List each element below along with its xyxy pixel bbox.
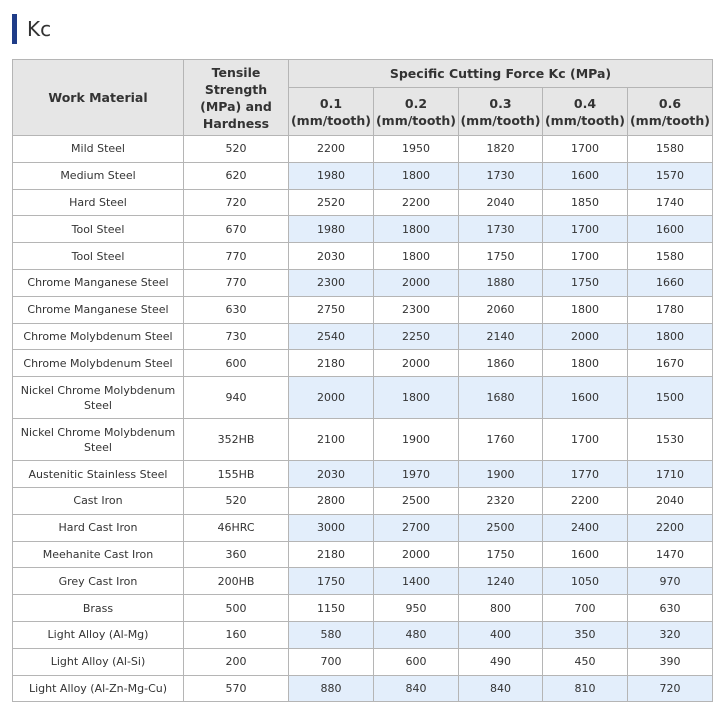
kc-value-cell: 840 — [374, 675, 459, 702]
work-material-cell: Meehanite Cast Iron — [13, 541, 184, 568]
kc-value-cell: 1860 — [459, 350, 543, 377]
tensile-strength-cell: 730 — [184, 323, 289, 350]
kc-value-cell: 1750 — [289, 568, 374, 595]
kc-value-cell: 1150 — [289, 595, 374, 622]
kc-value-cell: 970 — [628, 568, 713, 595]
header-feed-2 — [459, 88, 543, 136]
kc-value-cell: 1730 — [459, 162, 543, 189]
work-material-cell: Tool Steel — [13, 216, 184, 243]
kc-value-cell: 1400 — [374, 568, 459, 595]
kc-value-cell: 720 — [628, 675, 713, 702]
kc-value-cell: 2200 — [628, 514, 713, 541]
kc-value-cell: 1800 — [374, 216, 459, 243]
tensile-strength-cell: 940 — [184, 377, 289, 419]
kc-value-cell: 1530 — [628, 419, 713, 461]
kc-value-cell: 2000 — [543, 323, 628, 350]
kc-value-cell: 800 — [459, 595, 543, 622]
kc-table — [12, 59, 713, 702]
tensile-strength-cell: 360 — [184, 541, 289, 568]
header-feed-3 — [543, 88, 628, 136]
kc-value-cell: 1970 — [374, 461, 459, 488]
header-feed-0 — [289, 88, 374, 136]
work-material-cell: Austenitic Stainless Steel — [13, 461, 184, 488]
kc-value-cell: 1750 — [459, 243, 543, 270]
header-tensile-strength: Tensile Strength (MPa) and Hardness — [184, 60, 289, 136]
work-material-cell: Nickel Chrome Molybdenum Steel — [13, 377, 184, 419]
kc-value-cell: 2100 — [289, 419, 374, 461]
kc-value-cell: 2200 — [543, 487, 628, 514]
tensile-strength-cell: 600 — [184, 350, 289, 377]
kc-value-cell: 1240 — [459, 568, 543, 595]
work-material-cell: Light Alloy (Al-Si) — [13, 648, 184, 675]
kc-value-cell: 3000 — [289, 514, 374, 541]
table-row — [13, 621, 713, 648]
table-row — [13, 419, 713, 461]
table-row — [13, 323, 713, 350]
kc-value-cell: 1750 — [459, 541, 543, 568]
kc-value-cell: 2000 — [374, 269, 459, 296]
tensile-strength-cell: 500 — [184, 595, 289, 622]
kc-value-cell: 1660 — [628, 269, 713, 296]
table-row — [13, 595, 713, 622]
kc-value-cell: 2300 — [374, 296, 459, 323]
kc-value-cell: 600 — [374, 648, 459, 675]
kc-value-cell: 1700 — [543, 243, 628, 270]
kc-value-cell: 1770 — [543, 461, 628, 488]
kc-value-cell: 2180 — [289, 350, 374, 377]
tensile-strength-cell: 520 — [184, 487, 289, 514]
table-row — [13, 377, 713, 419]
table-row — [13, 216, 713, 243]
kc-value-cell: 1700 — [543, 419, 628, 461]
kc-value-cell: 1800 — [628, 323, 713, 350]
tensile-strength-cell: 352HB — [184, 419, 289, 461]
kc-value-cell: 450 — [543, 648, 628, 675]
table-row — [13, 648, 713, 675]
page-heading — [12, 14, 51, 44]
kc-value-cell: 1800 — [374, 377, 459, 419]
table-row — [13, 568, 713, 595]
kc-value-cell: 2540 — [289, 323, 374, 350]
work-material-cell: Chrome Molybdenum Steel — [13, 323, 184, 350]
tensile-strength-cell: 620 — [184, 162, 289, 189]
kc-value-cell: 1730 — [459, 216, 543, 243]
kc-value-cell: 880 — [289, 675, 374, 702]
kc-value-cell: 1800 — [543, 296, 628, 323]
kc-value-cell: 2320 — [459, 487, 543, 514]
work-material-cell: Nickel Chrome Molybdenum Steel — [13, 419, 184, 461]
work-material-cell: Light Alloy (Al-Zn-Mg-Cu) — [13, 675, 184, 702]
kc-value-cell: 630 — [628, 595, 713, 622]
kc-value-cell: 2000 — [374, 350, 459, 377]
tensile-strength-cell: 200 — [184, 648, 289, 675]
kc-value-cell: 840 — [459, 675, 543, 702]
tensile-strength-cell: 670 — [184, 216, 289, 243]
kc-value-cell: 1880 — [459, 269, 543, 296]
kc-value-cell: 1470 — [628, 541, 713, 568]
work-material-cell: Chrome Manganese Steel — [13, 269, 184, 296]
tensile-strength-cell: 160 — [184, 621, 289, 648]
kc-value-cell: 390 — [628, 648, 713, 675]
kc-value-cell: 2520 — [289, 189, 374, 216]
kc-value-cell: 1580 — [628, 243, 713, 270]
kc-value-cell: 700 — [543, 595, 628, 622]
kc-value-cell: 1680 — [459, 377, 543, 419]
tensile-strength-cell: 200HB — [184, 568, 289, 595]
kc-value-cell: 1760 — [459, 419, 543, 461]
feed-unit: (mm/tooth) — [290, 112, 372, 128]
work-material-cell: Hard Steel — [13, 189, 184, 216]
table-row — [13, 296, 713, 323]
feed-unit: (mm/tooth) — [460, 112, 541, 128]
work-material-cell: Chrome Molybdenum Steel — [13, 350, 184, 377]
kc-value-cell: 1600 — [543, 377, 628, 419]
kc-value-cell: 1980 — [289, 162, 374, 189]
kc-value-cell: 2500 — [374, 487, 459, 514]
feed-value: 0.2 — [404, 95, 428, 111]
kc-value-cell: 2040 — [628, 487, 713, 514]
table-row — [13, 487, 713, 514]
table-row — [13, 269, 713, 296]
tensile-strength-cell: 630 — [184, 296, 289, 323]
kc-value-cell: 1800 — [374, 162, 459, 189]
kc-value-cell: 2140 — [459, 323, 543, 350]
kc-value-cell: 490 — [459, 648, 543, 675]
header-feed-1 — [374, 88, 459, 136]
feed-value: 0.3 — [489, 95, 512, 111]
kc-value-cell: 1740 — [628, 189, 713, 216]
work-material-cell: Hard Cast Iron — [13, 514, 184, 541]
work-material-cell: Grey Cast Iron — [13, 568, 184, 595]
table-row — [13, 541, 713, 568]
header-feed-4 — [628, 88, 713, 136]
table-row — [13, 675, 713, 702]
kc-value-cell: 2400 — [543, 514, 628, 541]
kc-value-cell: 1570 — [628, 162, 713, 189]
kc-value-cell: 2200 — [374, 189, 459, 216]
table-row — [13, 243, 713, 270]
feed-unit: (mm/tooth) — [544, 112, 626, 128]
kc-value-cell: 2060 — [459, 296, 543, 323]
kc-value-cell: 1580 — [628, 136, 713, 163]
kc-value-cell: 350 — [543, 621, 628, 648]
work-material-cell: Chrome Manganese Steel — [13, 296, 184, 323]
kc-value-cell: 2000 — [289, 377, 374, 419]
kc-value-cell: 2800 — [289, 487, 374, 514]
kc-value-cell: 1700 — [543, 136, 628, 163]
kc-value-cell: 320 — [628, 621, 713, 648]
kc-table-body — [13, 136, 713, 702]
tensile-strength-cell: 570 — [184, 675, 289, 702]
kc-value-cell: 1600 — [543, 541, 628, 568]
kc-value-cell: 2000 — [374, 541, 459, 568]
kc-value-cell: 700 — [289, 648, 374, 675]
kc-value-cell: 1780 — [628, 296, 713, 323]
heading-accent-bar — [12, 14, 17, 44]
kc-value-cell: 1600 — [543, 162, 628, 189]
work-material-cell: Medium Steel — [13, 162, 184, 189]
kc-value-cell: 2300 — [289, 269, 374, 296]
work-material-cell: Tool Steel — [13, 243, 184, 270]
kc-value-cell: 2030 — [289, 461, 374, 488]
kc-value-cell: 1670 — [628, 350, 713, 377]
table-row — [13, 461, 713, 488]
kc-value-cell: 480 — [374, 621, 459, 648]
kc-value-cell: 1900 — [374, 419, 459, 461]
kc-value-cell: 2200 — [289, 136, 374, 163]
table-row — [13, 162, 713, 189]
kc-value-cell: 580 — [289, 621, 374, 648]
tensile-strength-cell: 46HRC — [184, 514, 289, 541]
kc-value-cell: 2250 — [374, 323, 459, 350]
kc-value-cell: 810 — [543, 675, 628, 702]
kc-value-cell: 1500 — [628, 377, 713, 419]
kc-value-cell: 2040 — [459, 189, 543, 216]
tensile-strength-cell: 155HB — [184, 461, 289, 488]
header-work-material: Work Material — [13, 60, 184, 136]
kc-value-cell: 1600 — [628, 216, 713, 243]
page-title: Kc — [27, 17, 52, 41]
table-row — [13, 514, 713, 541]
kc-value-cell: 2180 — [289, 541, 374, 568]
kc-value-cell: 950 — [374, 595, 459, 622]
work-material-cell: Light Alloy (Al-Mg) — [13, 621, 184, 648]
table-row — [13, 350, 713, 377]
feed-unit: (mm/tooth) — [629, 112, 711, 128]
kc-value-cell: 2030 — [289, 243, 374, 270]
work-material-cell: Mild Steel — [13, 136, 184, 163]
table-row — [13, 189, 713, 216]
feed-value: 0.6 — [658, 95, 682, 111]
kc-value-cell: 2500 — [459, 514, 543, 541]
tensile-strength-cell: 770 — [184, 243, 289, 270]
kc-value-cell: 1850 — [543, 189, 628, 216]
kc-value-cell: 1750 — [543, 269, 628, 296]
header-kc-group: Specific Cutting Force Kc (MPa) — [289, 60, 713, 88]
feed-unit: (mm/tooth) — [375, 112, 457, 128]
kc-value-cell: 1820 — [459, 136, 543, 163]
table-row — [13, 136, 713, 163]
tensile-strength-cell: 720 — [184, 189, 289, 216]
kc-value-cell: 1800 — [374, 243, 459, 270]
kc-value-cell: 1710 — [628, 461, 713, 488]
work-material-cell: Cast Iron — [13, 487, 184, 514]
feed-value: 0.1 — [319, 95, 343, 111]
kc-value-cell: 1950 — [374, 136, 459, 163]
work-material-cell: Brass — [13, 595, 184, 622]
kc-value-cell: 1900 — [459, 461, 543, 488]
kc-value-cell: 2750 — [289, 296, 374, 323]
tensile-strength-cell: 770 — [184, 269, 289, 296]
tensile-strength-cell: 520 — [184, 136, 289, 163]
feed-value: 0.4 — [573, 95, 597, 111]
kc-value-cell: 1800 — [543, 350, 628, 377]
kc-value-cell: 400 — [459, 621, 543, 648]
kc-value-cell: 2700 — [374, 514, 459, 541]
kc-value-cell: 1980 — [289, 216, 374, 243]
kc-value-cell: 1050 — [543, 568, 628, 595]
kc-value-cell: 1700 — [543, 216, 628, 243]
